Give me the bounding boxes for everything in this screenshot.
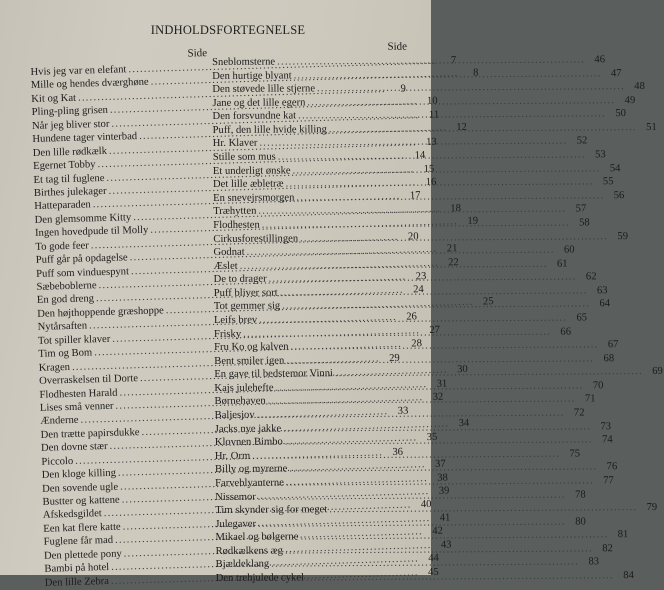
entry-title: Puff går på opdagelse — [35, 252, 128, 267]
entry-page-number: 44 — [428, 552, 440, 565]
entry-page-number: 47 — [610, 67, 622, 79]
entry-page-number: 7 — [450, 55, 457, 67]
entry-page-number: 81 — [617, 529, 629, 541]
entry-page-number: 56 — [613, 189, 625, 201]
entry-page-number: 55 — [602, 176, 614, 188]
entry-page-number: 9 — [400, 83, 406, 95]
entry-title: Een kat flere katte — [43, 521, 121, 535]
entry-title: Fru Ko og kalven — [214, 341, 289, 354]
entry-title: Hvis jeg var en elefant — [30, 64, 127, 78]
entry-page-number: 42 — [432, 525, 444, 538]
entry-page-number: 19 — [467, 215, 479, 228]
entry-title: Bambi på hotel — [44, 562, 110, 575]
entry-page-number: 41 — [439, 512, 451, 524]
entry-page-number: 58 — [579, 217, 590, 229]
entry-page-number: 48 — [634, 81, 645, 93]
entry-page-number: 24 — [413, 284, 424, 296]
entry-title: Godnat — [213, 246, 245, 259]
entry-title: Mikael og bølgerne — [215, 531, 299, 544]
entry-page-number: 15 — [423, 163, 435, 175]
entry-title: Den dovne stær — [40, 441, 108, 455]
entry-page-number: 82 — [602, 543, 613, 555]
entry-title: Nytårsaften — [37, 320, 88, 334]
entry-title: Bjældeklang — [215, 559, 270, 571]
entry-title: Kajs julehefte — [214, 382, 274, 394]
entry-page-number: 39 — [438, 485, 450, 497]
entry-title: Billy og myrerne — [214, 463, 288, 476]
entry-title: Jacks nye jakke — [214, 423, 282, 435]
entry-title: Bent smiler igen — [214, 355, 285, 367]
entry-title: Afskedsgildet — [42, 508, 102, 522]
entry-page-number: 62 — [585, 271, 597, 283]
entry-title: Den glemsomme Kitty — [34, 212, 132, 226]
entry-page-number: 79 — [646, 501, 658, 514]
entry-page-number: 63 — [596, 285, 608, 297]
entry-title: Jane og det lille egern — [212, 97, 306, 109]
entry-page-number: 77 — [603, 475, 614, 487]
entry-title: Pling-pling grisen — [31, 105, 109, 119]
entry-page-number: 45 — [427, 566, 439, 578]
entry-page-number: 65 — [576, 312, 588, 324]
entry-page-number: 25 — [482, 296, 494, 308]
entry-title: Æslet — [213, 260, 238, 272]
entry-page-number: 84 — [623, 570, 634, 582]
entry-page-number: 22 — [447, 256, 459, 268]
entry-title: Mille og hendes dværghøne — [30, 77, 149, 92]
entry-page-number: 10 — [426, 95, 438, 108]
entry-title: Børnehaven — [214, 396, 266, 408]
entry-page-number: 36 — [392, 446, 404, 458]
entry-title: Den trætte papirsdukke — [40, 426, 140, 441]
entry-page-number: 52 — [576, 135, 588, 147]
entry-title: Piccolo — [41, 455, 74, 468]
entry-title: Puff, den lille hvide killing — [212, 124, 327, 136]
entry-title: Bustter og kattene — [42, 494, 120, 508]
entry-page-number: 75 — [569, 448, 581, 460]
entry-page-number: 70 — [592, 380, 604, 392]
entry-page-number: 29 — [389, 352, 400, 364]
entry-page-number: 80 — [575, 516, 586, 528]
entry-title: Nissemor — [215, 491, 256, 503]
entry-page-number: 53 — [595, 149, 606, 161]
entry-page-number: 8 — [472, 67, 479, 80]
entry-title: Julegaver — [215, 518, 256, 530]
entry-page-number: 12 — [456, 122, 468, 134]
entry-title: Farveblyanterne — [215, 477, 284, 489]
entry-title: Den højthoppende græshoppe — [37, 305, 164, 320]
entry-page-number: 83 — [588, 556, 600, 568]
entry-title: En god dreng — [36, 293, 95, 307]
toc-entry — [212, 54, 606, 70]
entry-title: Tot gemmer sig — [213, 300, 281, 313]
entry-title: Kragen — [38, 361, 71, 374]
entry-title: Ænderne — [40, 415, 79, 428]
entry-page-number: 64 — [599, 298, 611, 310]
entry-title: Baljesjov — [214, 409, 255, 422]
entry-page-number: 17 — [409, 190, 421, 202]
entry-title: Frisky — [214, 328, 242, 340]
entry-title: Når jeg bliver stor — [31, 118, 110, 132]
entry-page-number: 18 — [450, 202, 462, 215]
entry-title: Flodhesten Harald — [39, 387, 118, 401]
entry-title: Hundene tager vinterbad — [32, 131, 138, 146]
entry-page-number: 40 — [420, 499, 432, 511]
page-title: INDHOLDSFORTEGNELSE — [150, 23, 306, 37]
dot-leader — [306, 569, 614, 585]
entry-page-number: 43 — [440, 539, 452, 551]
entry-page-number: 69 — [652, 366, 663, 378]
entry-page-number: 38 — [437, 472, 448, 484]
entry-title: Birthes julekager — [33, 185, 107, 199]
dot-leader — [329, 501, 637, 517]
entry-page-number: 23 — [415, 271, 427, 283]
entry-title: De to drager — [213, 273, 267, 286]
entry-title: Den hurtige blyant — [212, 70, 292, 82]
entry-page-number: 76 — [606, 461, 618, 473]
entry-title: Puff som vinduespynt — [36, 265, 130, 280]
entry-title: Et tag til fuglene — [33, 172, 105, 186]
entry-title: Stille som mus — [212, 151, 276, 164]
entry-page-number: 78 — [575, 488, 586, 500]
entry-title: Den støvede lille stjerne — [212, 83, 316, 96]
entry-page-number: 27 — [429, 324, 441, 336]
entry-page-number: 34 — [458, 417, 470, 429]
entry-page-number: 72 — [573, 407, 585, 419]
entry-title: Leifs brev — [213, 314, 258, 326]
entry-page-number: 32 — [432, 391, 444, 403]
entry-title: Overraskelsen til Dorte — [39, 373, 139, 387]
entry-title: Tim skynder sig for meget — [215, 504, 328, 517]
entry-page-number: 60 — [563, 244, 575, 256]
entry-title: Den forsvundne kat — [212, 110, 297, 123]
entry-page-number: 74 — [602, 434, 613, 446]
side-column-header: Side — [387, 40, 408, 53]
entry-page-number: 51 — [646, 121, 657, 133]
entry-page-number: 68 — [603, 352, 615, 364]
entry-title: Klovnen Bimbo — [214, 436, 283, 449]
entry-page-number: 11 — [428, 109, 440, 121]
entry-title: Et underligt ønske — [212, 165, 291, 177]
entry-page-number: 33 — [397, 405, 409, 418]
entry-title: Lises små venner — [39, 400, 114, 414]
entry-page-number: 49 — [624, 94, 636, 106]
entry-page-number: 31 — [436, 377, 448, 390]
entry-title: En gave til bedstemor Vinni — [214, 368, 333, 381]
entry-page-number: 21 — [446, 243, 458, 255]
entry-title: Hatteparaden — [34, 199, 91, 213]
entry-title: Den lille Zebra — [44, 575, 110, 589]
entry-title: Ingen hovedpude til Molly — [34, 225, 149, 240]
toc-entry — [212, 81, 645, 97]
entry-title: Kit og Kat — [31, 92, 77, 105]
entry-page-number: 46 — [594, 54, 606, 66]
entry-title: Tot spiller klaver — [37, 333, 111, 347]
entry-page-number: 59 — [617, 230, 629, 242]
dot-leader — [329, 121, 637, 137]
entry-page-number: 57 — [575, 203, 587, 215]
entry-title: Den sovende ugle — [42, 481, 119, 495]
entry-page-number: 14 — [414, 150, 426, 162]
entry-page-number: 30 — [457, 363, 468, 376]
entry-title: Flodhesten — [213, 219, 260, 231]
entry-title: Sæbeboblerne — [36, 280, 97, 293]
entry-title: To gode feer — [35, 240, 89, 253]
entry-page-number: 28 — [411, 338, 423, 350]
entry-page-number: 13 — [425, 136, 437, 148]
entry-page-number: 71 — [584, 393, 596, 405]
entry-title: Egernet Tobby — [33, 159, 96, 173]
entry-title: Hr. Orm — [214, 450, 251, 462]
entry-title: Cirkusforestillingen — [213, 232, 299, 245]
entry-title: Rødkælkens æg — [215, 545, 283, 557]
entry-title: Puff bliver sort — [213, 287, 278, 299]
entry-page-number: 37 — [434, 458, 446, 470]
entry-page-number: 35 — [426, 432, 438, 444]
toc-entry — [212, 67, 622, 83]
entry-page-number: 61 — [556, 258, 568, 270]
entry-page-number: 20 — [407, 230, 419, 243]
entry-page-number: 26 — [406, 311, 418, 323]
entry-title: Det lille æbletræ — [212, 178, 284, 191]
entry-title: Sneblomsterne — [212, 56, 276, 68]
entry-page-number: 73 — [600, 420, 612, 432]
entry-page-number: 54 — [609, 162, 621, 174]
toc-entry — [214, 352, 615, 368]
entry-title: Den plettede pony — [43, 548, 122, 562]
entry-title: Den kloge killing — [41, 467, 117, 481]
toc-entry — [214, 448, 581, 463]
entry-title: Den trehjulede cykel — [215, 572, 305, 584]
side-column-header: Side — [187, 47, 208, 60]
entry-title: Træhytten — [213, 206, 257, 218]
entry-page-number: 67 — [607, 339, 619, 351]
entry-page-number: 50 — [615, 108, 626, 120]
entry-title: Fuglene får mad — [43, 535, 114, 549]
entry-page-number: 16 — [425, 176, 437, 188]
entry-title: En snevejrsmorgen — [213, 192, 295, 204]
entry-title: Hr. Klaver — [212, 138, 258, 150]
entry-title: Den lille rødkælk — [32, 145, 108, 159]
entry-page-number: 66 — [560, 326, 572, 338]
entry-title: Tim og Bom — [38, 347, 93, 361]
